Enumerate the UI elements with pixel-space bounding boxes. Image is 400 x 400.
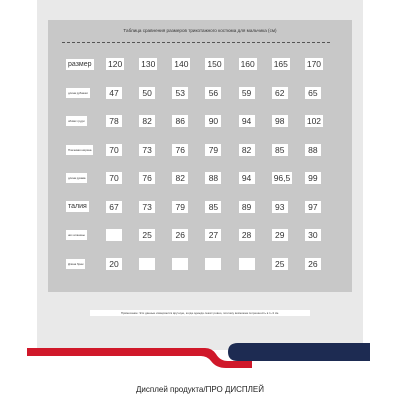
size-value-box: 97 [305, 201, 321, 213]
size-value-box: 86 [172, 115, 188, 127]
size-value-box: 28 [239, 229, 255, 241]
size-value-box: 25 [139, 229, 155, 241]
size-value-box: 94 [239, 172, 255, 184]
size-value-box: 88 [205, 172, 221, 184]
size-value-box: 93 [272, 201, 288, 213]
size-value-box: 79 [172, 201, 188, 213]
size-value-box: 76 [172, 144, 188, 156]
size-value-box: 70 [106, 144, 122, 156]
size-value-box: 26 [305, 258, 321, 270]
size-value-box: 150 [207, 59, 222, 70]
size-value-box: 89 [239, 201, 255, 213]
size-value-box: 102 [306, 116, 322, 127]
chart-title: Таблица сравнения размеров трикотажного костюма для мальчика (см) [123, 28, 277, 33]
size-value-box: 29 [272, 229, 288, 241]
size-value-box: 82 [139, 115, 155, 127]
footer-caption: Дисплей продукта/ПРО ДИСПЛЕЙ [136, 385, 264, 394]
note-text: Примечание: Эти данные измеряются вручную, когда одежда лежит ровно, поэтому возможна погрешность в 1~3 см. [120, 311, 280, 315]
size-value-box: 30 [305, 229, 321, 241]
size-value-box: 73 [139, 201, 155, 213]
size-value-box: 62 [272, 87, 288, 99]
size-value-box: 85 [272, 144, 288, 156]
size-value-box: 70 [106, 172, 122, 184]
size-value-box: 73 [139, 144, 155, 156]
size-value-box: 20 [106, 258, 122, 270]
size-value-box: 67 [106, 201, 122, 213]
size-value-box: 25 [272, 258, 288, 270]
size-value-box: 76 [139, 172, 155, 184]
red-stripe [27, 348, 252, 368]
navy-stripe [228, 343, 370, 361]
row-label: длина рубашки [66, 88, 90, 98]
size-value-box: 50 [139, 87, 155, 99]
size-value-box: 98 [272, 115, 288, 127]
size-value-box: 26 [172, 229, 188, 241]
row-label: талия [68, 203, 87, 211]
size-value-box: 53 [172, 87, 188, 99]
size-value-box: 78 [106, 115, 122, 127]
row-label: размер [68, 60, 92, 68]
size-value-box: 130 [141, 59, 156, 70]
size-value-box: 82 [239, 144, 255, 156]
row-label: низ штанины [66, 230, 87, 240]
size-value-box: 99 [305, 172, 321, 184]
size-value-box: 90 [205, 115, 221, 127]
size-value-box: 120 [108, 59, 123, 70]
size-value-box: 88 [305, 144, 321, 156]
size-value-box: 79 [205, 144, 221, 156]
row-label: обхват груди [66, 116, 87, 126]
row-label: Длина брюк [66, 259, 85, 269]
row-label: длина рукава [66, 173, 87, 183]
size-value-box: 94 [239, 115, 255, 127]
size-value-box: 56 [205, 87, 221, 99]
size-value-box: 82 [172, 172, 188, 184]
size-value-box: 65 [305, 87, 321, 99]
size-value-box: 170 [306, 59, 322, 70]
size-value-box: 140 [174, 59, 189, 70]
size-value-box: 85 [205, 201, 221, 213]
size-value-box: 96,5 [273, 173, 291, 184]
size-value-box: 160 [240, 59, 255, 70]
size-value-box: 59 [239, 87, 255, 99]
row-label: Плечевая ширина [66, 145, 93, 155]
size-value-box: 165 [273, 59, 288, 70]
size-value-box: 27 [205, 229, 221, 241]
size-value-box: 47 [106, 87, 122, 99]
